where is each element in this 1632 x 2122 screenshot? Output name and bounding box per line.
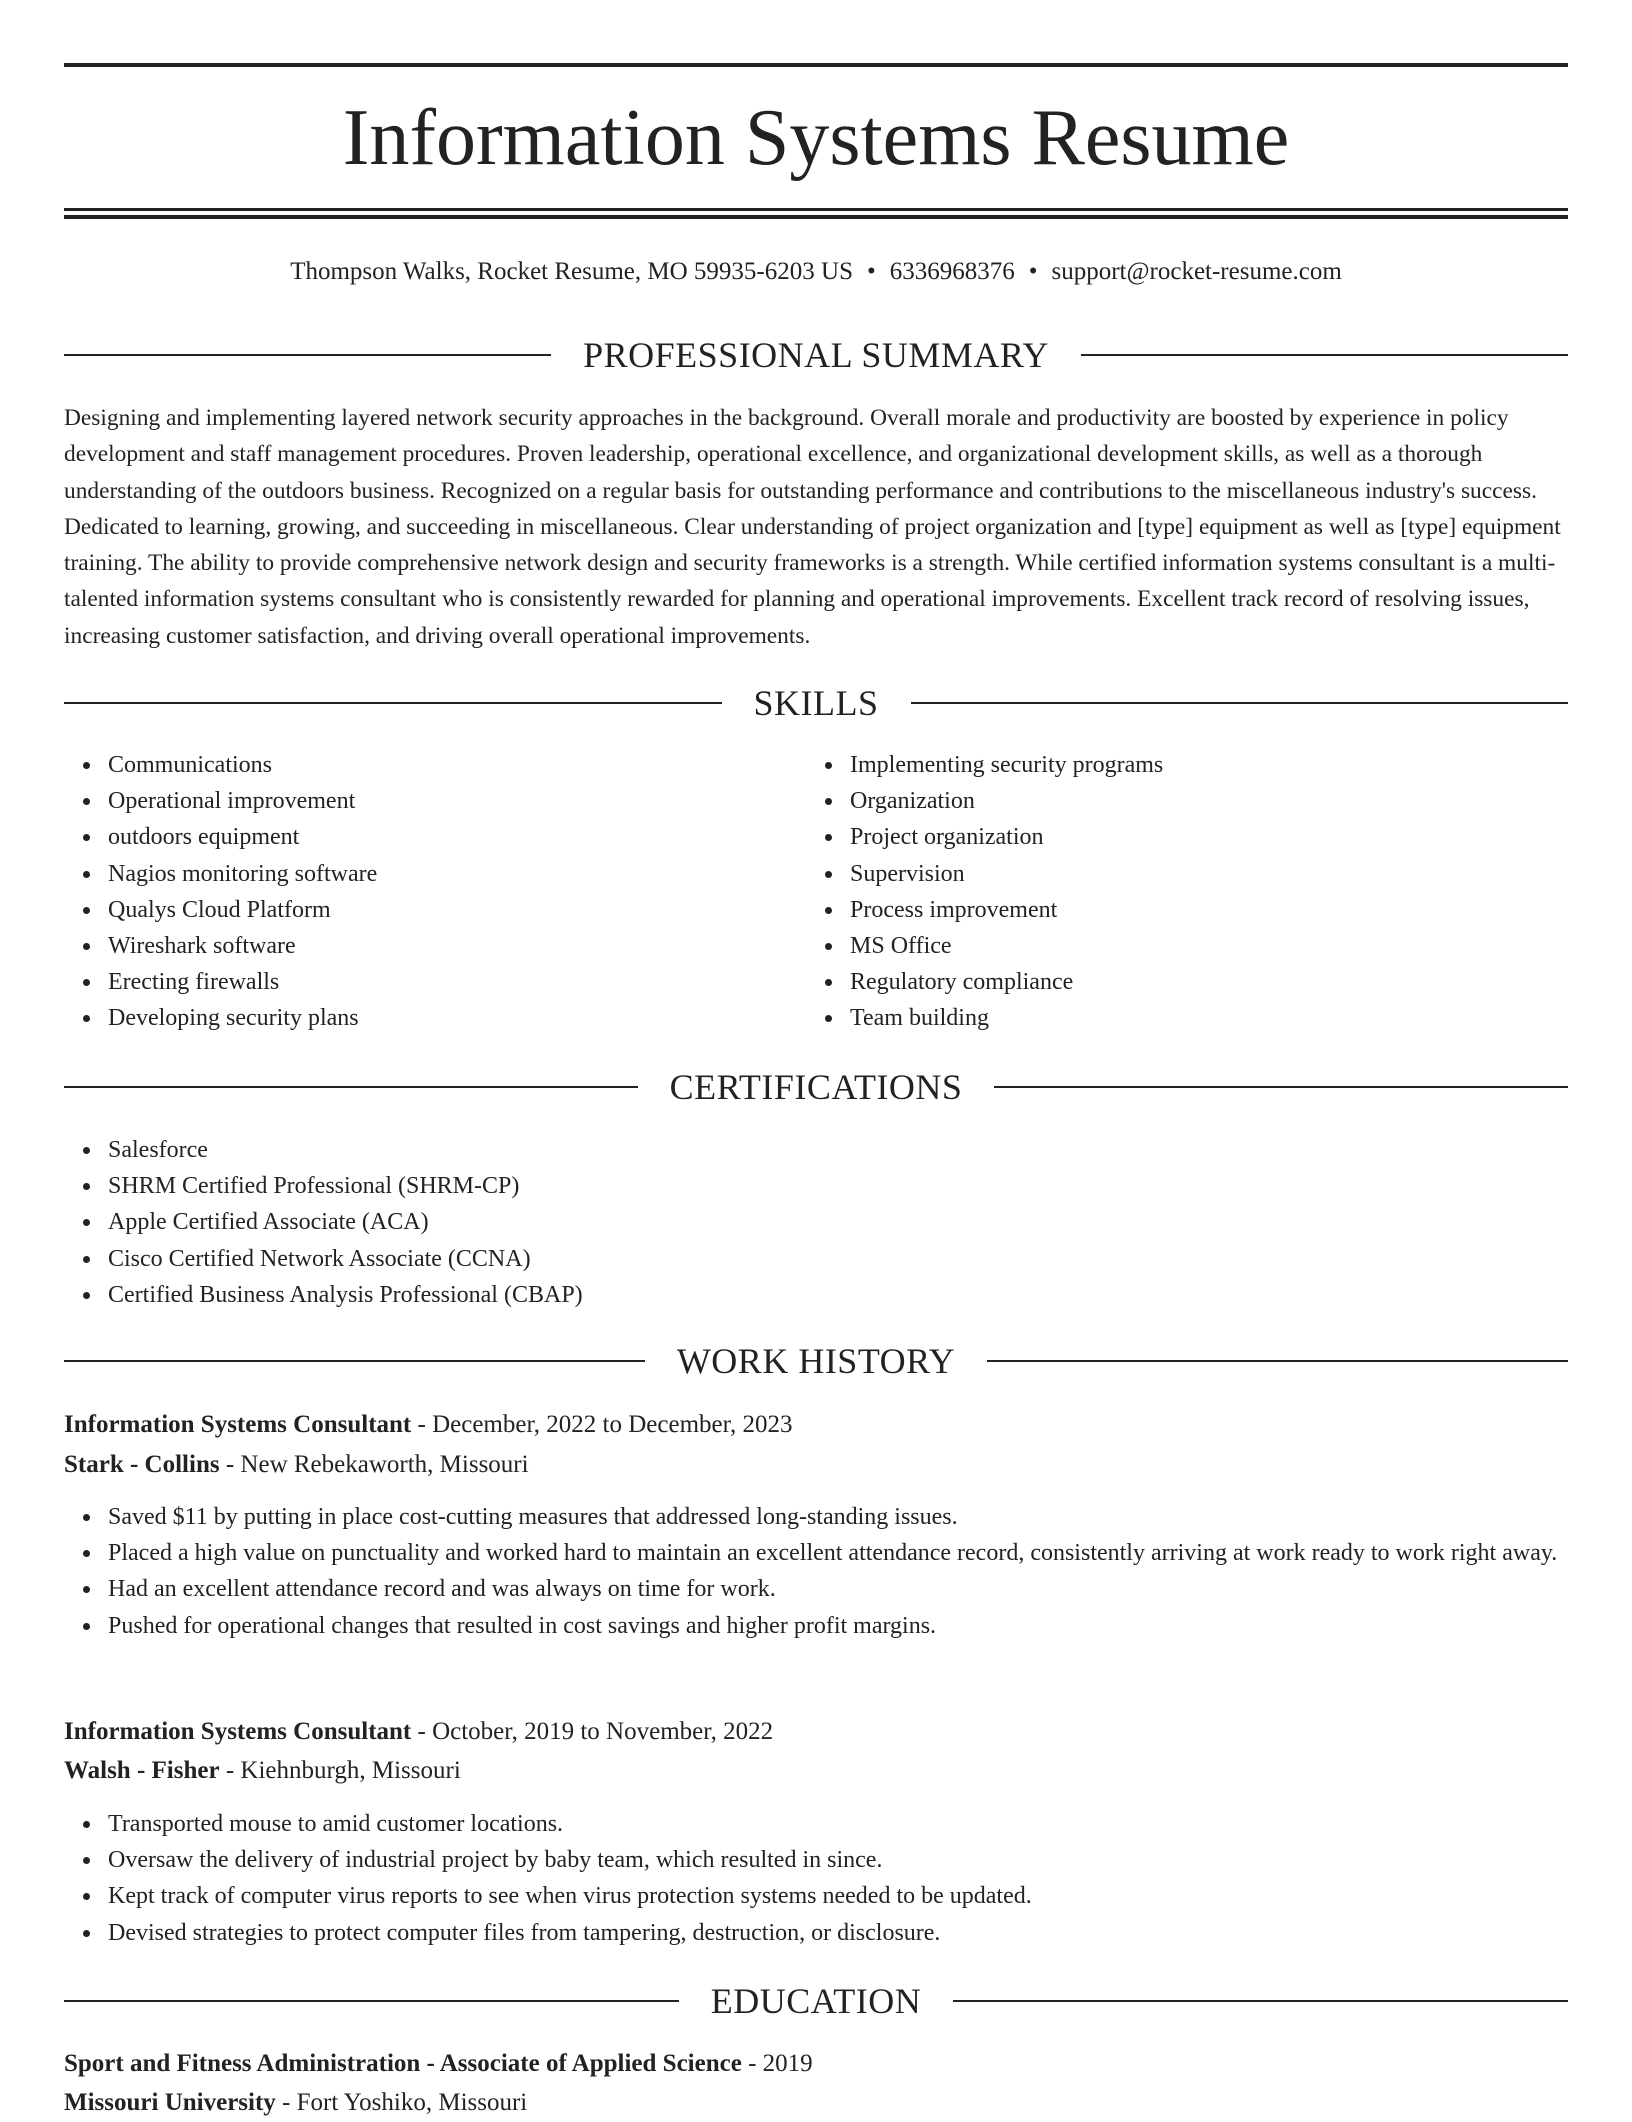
skill-item: Project organization: [850, 819, 1546, 855]
education-school-line: [64, 2084, 1568, 2122]
education-heading: [64, 1979, 1568, 2023]
heading-rule-left: [64, 1086, 638, 1088]
title-rule-lower: [64, 215, 1568, 219]
skill-item: Erecting firewalls: [108, 964, 804, 1000]
summary-heading: [64, 333, 1568, 377]
skill-item: Implementing security programs: [850, 747, 1546, 783]
skill-item: Regulatory compliance: [850, 964, 1546, 1000]
skill-item: Organization: [850, 783, 1546, 819]
certification-item: Apple Certified Associate (ACA): [108, 1204, 1568, 1240]
job-1-duties-list: [64, 1499, 1568, 1644]
job-2-company: Walsh - Fisher: [64, 1757, 220, 1784]
skills-list-left: [64, 747, 804, 1037]
job-1-duties: [64, 1499, 1568, 1644]
duty-item: Kept track of computer virus reports to see when virus protection systems needed to be updated.: [108, 1878, 1568, 1914]
duty-item: Oversaw the delivery of industrial project by baby team, which resulted in since.: [108, 1842, 1568, 1878]
contact-phone: 6336968376: [889, 258, 1015, 285]
title-rule-upper: [64, 208, 1568, 211]
heading-rule-left: [64, 354, 551, 356]
resume-title: Information Systems Resume: [342, 94, 1290, 182]
duty-item: Pushed for operational changes that resulted in cost savings and higher profit margins.: [108, 1608, 1568, 1644]
summary-text: Designing and implementing layered network security approaches in the background. Overall morale and productivity are boosted by experience in policy development and staff management procedures. Proven leadership, operational excellence, and organizational development skills, as well as a thorough understanding of the outdoors business. Recognized on a regular basis for outstanding performance and contributions to the miscellaneous industry's success. Dedicated to learning, growing, and succeeding in miscellaneous. Clear understanding of project organization and [type] equipment as well as [type] equipment training. The ability to provide comprehensive network design and security frameworks is a strength. While certified information systems consultant is a multi-talented information systems consultant who is consistently rewarded for planning and operational improvements. Excellent track record of resolving issues, increasing customer satisfaction, and driving overall operational improvements.: [64, 405, 1561, 649]
certifications-list: [64, 1132, 1568, 1313]
education-school: Missouri University: [64, 2089, 276, 2116]
heading-rule-right: [994, 1086, 1568, 1088]
education-year: - 2019: [741, 2050, 813, 2077]
job-1-title: Information Systems Consultant: [64, 1411, 412, 1438]
duty-item: Had an excellent attendance record and was always on time for work.: [108, 1571, 1568, 1607]
education-location: - Fort Yoshiko, Missouri: [275, 2089, 528, 2116]
job-2-dates: - October, 2019 to November, 2022: [411, 1718, 774, 1745]
skill-item: Nagios monitoring software: [108, 856, 804, 892]
skill-item: Wireshark software: [108, 928, 804, 964]
contact-line: [64, 254, 1568, 290]
skills-column-right: [806, 747, 1546, 1037]
job-2-company-line: [64, 1752, 1568, 1790]
skills-column-left: [64, 747, 804, 1037]
heading-rule-left: [64, 2000, 679, 2002]
work-heading: [64, 1339, 1568, 1383]
top-rule: [64, 63, 1568, 67]
heading-rule-right: [1081, 354, 1568, 356]
duty-item: Devised strategies to protect computer files from tampering, destruction, or disclosure.: [108, 1915, 1568, 1951]
skills-list-right: [806, 747, 1546, 1037]
certification-item: Certified Business Analysis Professional (CBAP): [108, 1277, 1568, 1313]
contact-separator: •: [1028, 258, 1038, 285]
skill-item: Operational improvement: [108, 783, 804, 819]
certification-item: SHRM Certified Professional (SHRM-CP): [108, 1168, 1568, 1204]
heading-rule-left: [64, 702, 722, 704]
certifications-heading-label: CERTIFICATIONS: [669, 1067, 963, 1107]
contact-separator: •: [866, 258, 876, 285]
job-1-company: Stark - Collins: [64, 1451, 220, 1478]
job-1-title-line: [64, 1406, 1568, 1444]
job-2-duties-list: [64, 1806, 1568, 1951]
certifications-heading: [64, 1065, 1568, 1109]
skill-item: Qualys Cloud Platform: [108, 892, 804, 928]
duty-item: Placed a high value on punctuality and worked hard to maintain an excellent attendance record, consistently arriving at work ready to work right away.: [108, 1535, 1568, 1571]
job-1-location: - New Rebekaworth, Missouri: [219, 1451, 529, 1478]
job-2-location: - Kiehnburgh, Missouri: [219, 1757, 461, 1784]
heading-rule-right: [911, 702, 1569, 704]
certifications-block: [64, 1132, 1568, 1313]
skill-item: outdoors equipment: [108, 819, 804, 855]
duty-item: Saved $11 by putting in place cost-cutting measures that addressed long-standing issues.: [108, 1499, 1568, 1535]
skill-item: Communications: [108, 747, 804, 783]
job-1-dates: - December, 2022 to December, 2023: [411, 1411, 793, 1438]
skills-heading-label: SKILLS: [753, 683, 879, 723]
skill-item: Team building: [850, 1000, 1546, 1036]
skills-heading: [64, 681, 1568, 725]
education-degree-line: [64, 2045, 1568, 2083]
heading-rule-right: [987, 1360, 1568, 1362]
heading-rule-right: [953, 2000, 1568, 2002]
job-2-duties: [64, 1806, 1568, 1951]
contact-address: Thompson Walks, Rocket Resume, MO 59935-6203 US: [290, 258, 853, 285]
heading-rule-left: [64, 1360, 645, 1362]
education-heading-label: EDUCATION: [710, 1981, 922, 2021]
job-1-company-line: [64, 1446, 1568, 1484]
education-degree: Sport and Fitness Administration - Associate of Applied Science: [64, 2050, 742, 2077]
skill-item: MS Office: [850, 928, 1546, 964]
summary-heading-label: PROFESSIONAL SUMMARY: [583, 335, 1049, 375]
skill-item: Process improvement: [850, 892, 1546, 928]
job-2-title-line: [64, 1713, 1568, 1751]
certification-item: Salesforce: [108, 1132, 1568, 1168]
job-2-title: Information Systems Consultant: [64, 1718, 412, 1745]
skill-item: Supervision: [850, 856, 1546, 892]
work-heading-label: WORK HISTORY: [676, 1341, 956, 1381]
duty-item: Transported mouse to amid customer locations.: [108, 1806, 1568, 1842]
skill-item: Developing security plans: [108, 1000, 804, 1036]
certification-item: Cisco Certified Network Associate (CCNA): [108, 1241, 1568, 1277]
contact-email: support@rocket-resume.com: [1051, 258, 1342, 285]
